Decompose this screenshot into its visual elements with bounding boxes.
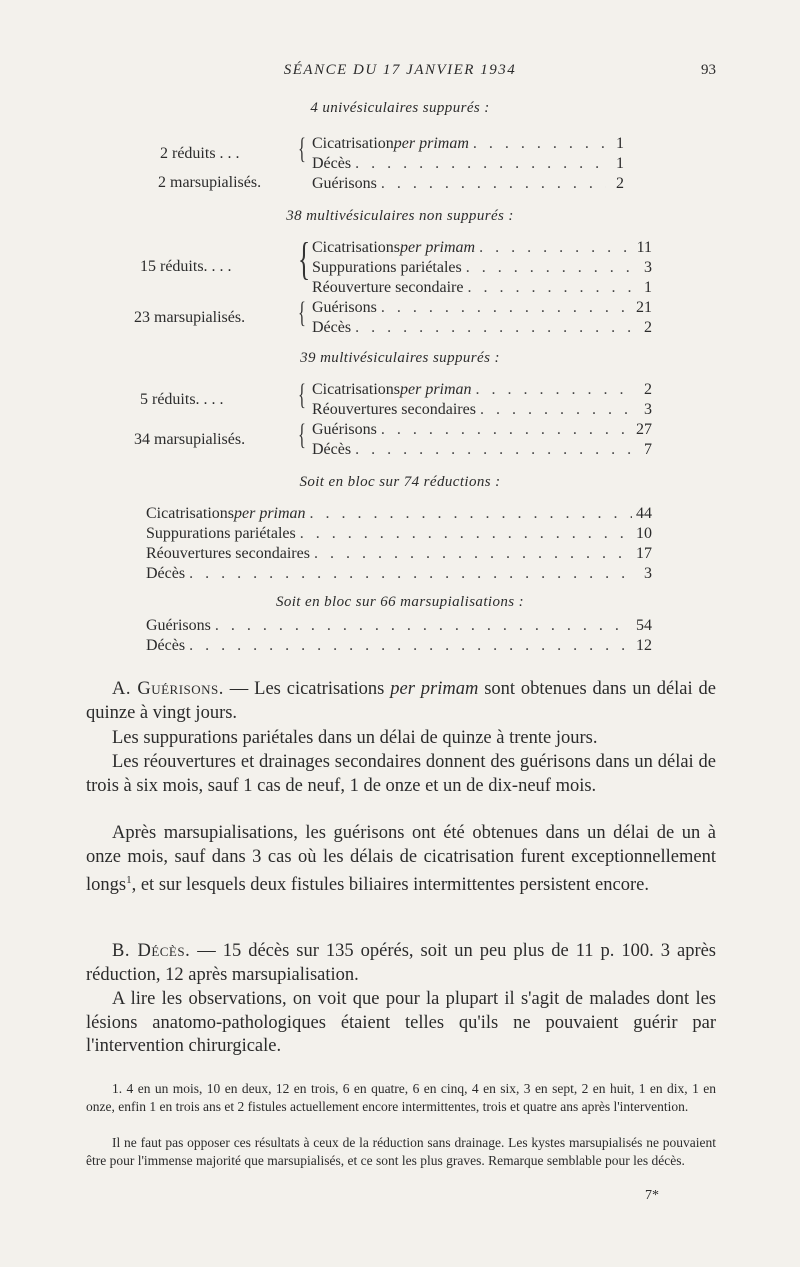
row-label: Cicatrisations xyxy=(312,381,400,398)
row-value: 44 xyxy=(636,505,652,522)
leader-dots xyxy=(355,440,634,459)
row-label-italic: per primam xyxy=(393,135,469,152)
paragraph-deces xyxy=(86,940,716,987)
row-label: Guérisons xyxy=(146,617,211,634)
row-value: 3 xyxy=(644,565,652,582)
result-row xyxy=(312,134,624,153)
paragraph-suppurations: Les suppurations pariétales dans un délai de quinze à trente jours. xyxy=(112,728,598,748)
brace: { xyxy=(298,296,306,329)
result-row xyxy=(146,636,652,655)
row-value: 21 xyxy=(636,299,652,316)
group-label: 5 réduits. . . . xyxy=(140,391,224,408)
text-run: Après marsupialisations, les guérisons ont été obtenues dans un délai de un à onze mois, sauf dans 3 cas où les délais de cicatrisation furent exceptionnellement longs xyxy=(86,823,716,896)
text-run: — 15 décès sur 135 opérés, soit un peu plus de 11 p. 100. 3 après réduction, 12 après marsupialisation. xyxy=(86,941,717,985)
text-run: sont obtenues dans un délai de quinze à vingt jours. xyxy=(86,679,716,723)
paragraph-lead: A. Guérisons. xyxy=(112,679,224,699)
section-heading-bloc-marsup: Soit en bloc sur 66 marsupialisations : xyxy=(275,594,525,610)
text-italic: per primam xyxy=(390,679,479,699)
row-label: Cicatrisations xyxy=(146,505,234,522)
footnote-ref: 1 xyxy=(126,874,132,886)
leader-dots xyxy=(381,174,606,193)
paragraph-lead: B. Décès. xyxy=(112,941,191,961)
row-label: Décès xyxy=(312,319,352,336)
result-row xyxy=(312,154,624,173)
text-run: — Les cicatrisations xyxy=(223,679,391,699)
leader-dots xyxy=(381,420,632,439)
row-value: 1 xyxy=(644,279,652,296)
running-head xyxy=(0,62,800,82)
row-value: 2 xyxy=(644,319,652,336)
brace: { xyxy=(298,132,306,165)
leader-dots xyxy=(473,134,606,153)
row-value: 3 xyxy=(644,401,652,418)
leader-dots xyxy=(189,636,632,655)
paragraph-observations: A lire les observations, on voit que pour la plupart il s'agit de malades dont les lésions anatomo-pathologiques étaient telles qu'ils ne pouvaient guérir par l'intervention chirurgicale. xyxy=(86,989,716,1056)
result-row xyxy=(312,380,652,399)
row-value: 12 xyxy=(636,637,652,654)
result-row xyxy=(312,400,652,419)
leader-dots xyxy=(476,380,634,399)
result-row xyxy=(312,174,624,193)
row-label: Décès xyxy=(146,565,186,582)
row-label: Cicatrisation xyxy=(312,135,394,152)
leader-dots xyxy=(480,400,634,419)
paragraph-marsupialisations xyxy=(86,822,716,898)
leader-dots xyxy=(310,504,632,523)
leader-dots xyxy=(189,564,634,583)
row-label: Suppurations pariétales xyxy=(146,525,296,542)
row-label: Guérisons xyxy=(312,175,377,192)
row-label: Réouvertures secondaires xyxy=(312,401,476,418)
row-value: 11 xyxy=(636,239,652,256)
row-label: Décès xyxy=(312,155,352,172)
group-label: 2 marsupialisés. xyxy=(158,174,262,191)
section-heading-bloc-reductions: Soit en bloc sur 74 réductions : xyxy=(299,474,501,490)
result-row xyxy=(146,544,652,563)
result-row xyxy=(146,504,652,523)
leader-dots xyxy=(467,278,634,297)
result-row xyxy=(146,564,652,583)
row-value: 27 xyxy=(636,421,652,438)
running-title: SÉANCE DU 17 JANVIER 1934 xyxy=(283,62,517,78)
footnote-2: Il ne faut pas opposer ces résultats à ceux de la réduction sans drainage. Les kystes marsupialisés ne pouvaient être pour l'immense majorité que marsupialisés, et ce sont les plus graves. Remarque semblable pour les décès. xyxy=(86,1135,716,1168)
result-row xyxy=(312,298,652,317)
row-label: Réouverture secondaire xyxy=(312,279,464,296)
page-number: 93 xyxy=(701,62,716,78)
result-row xyxy=(312,420,652,439)
row-label: Guérisons xyxy=(312,299,377,316)
row-label: Décès xyxy=(146,637,186,654)
row-label: Réouvertures secondaires xyxy=(146,545,310,562)
row-value: 2 xyxy=(644,381,652,398)
row-value: 2 xyxy=(616,175,624,192)
leader-dots xyxy=(355,318,634,337)
section-heading-multi-supp: 39 multivésiculaires suppurés : xyxy=(300,350,500,366)
row-label: Cicatrisations xyxy=(312,239,400,256)
row-value: 17 xyxy=(636,545,652,562)
leader-dots xyxy=(381,298,632,317)
leader-dots xyxy=(466,258,634,277)
group-label: 15 réduits. . . . xyxy=(140,258,232,275)
group-label: 2 réduits . . . xyxy=(160,145,240,162)
result-row xyxy=(312,318,652,337)
result-row xyxy=(146,616,652,635)
leader-dots xyxy=(300,524,632,543)
row-label: Décès xyxy=(312,441,352,458)
result-row xyxy=(312,278,652,297)
group-label: 34 marsupialisés. xyxy=(134,431,246,448)
leader-dots xyxy=(479,238,633,257)
group-label: 23 marsupialisés. xyxy=(134,309,246,326)
row-value: 7 xyxy=(644,441,652,458)
row-label-italic: per primam xyxy=(399,239,476,256)
text-run: , et sur lesquels deux fistules biliaires intermittentes persistent encore. xyxy=(131,875,649,896)
leader-dots xyxy=(314,544,632,563)
paragraph-guerisons xyxy=(86,678,716,725)
row-value: 1 xyxy=(616,135,624,152)
brace: { xyxy=(298,233,311,284)
result-row xyxy=(312,440,652,459)
brace: { xyxy=(298,378,306,411)
leader-dots xyxy=(355,154,606,173)
footnote-1: 1. 4 en un mois, 10 en deux, 12 en trois, 6 en quatre, 6 en cinq, 4 en six, 3 en sept, 2 en huit, 1 en dix, 1 en onze, enfin 1 en trois ans et 2 fistules actuellement encore intermittentes, trois et quatre ans après l'intervention. xyxy=(86,1081,716,1114)
paragraph-reouvertures: Les réouvertures et drainages secondaires donnent des guérisons dans un délai de trois à six mois, sauf 1 cas de neuf, 1 de onze et un de dix-neuf mois. xyxy=(86,752,716,796)
row-value: 3 xyxy=(644,259,652,276)
section-heading-uni-supp: 4 univésiculaires suppurés : xyxy=(310,100,490,116)
row-label-italic: per priman xyxy=(233,505,306,522)
result-row xyxy=(146,524,652,543)
row-label-italic: per priman xyxy=(399,381,472,398)
row-value: 54 xyxy=(636,617,652,634)
section-heading-multi-nonsupp: 38 multivésiculaires non suppurés : xyxy=(286,208,514,224)
row-value: 1 xyxy=(616,155,624,172)
row-label: Guérisons xyxy=(312,421,377,438)
result-row xyxy=(312,258,652,277)
signature-mark: 7* xyxy=(645,1188,659,1203)
row-label: Suppurations pariétales xyxy=(312,259,462,276)
result-row xyxy=(312,238,652,257)
leader-dots xyxy=(215,616,632,635)
row-value: 10 xyxy=(636,525,652,542)
brace: { xyxy=(298,418,306,451)
